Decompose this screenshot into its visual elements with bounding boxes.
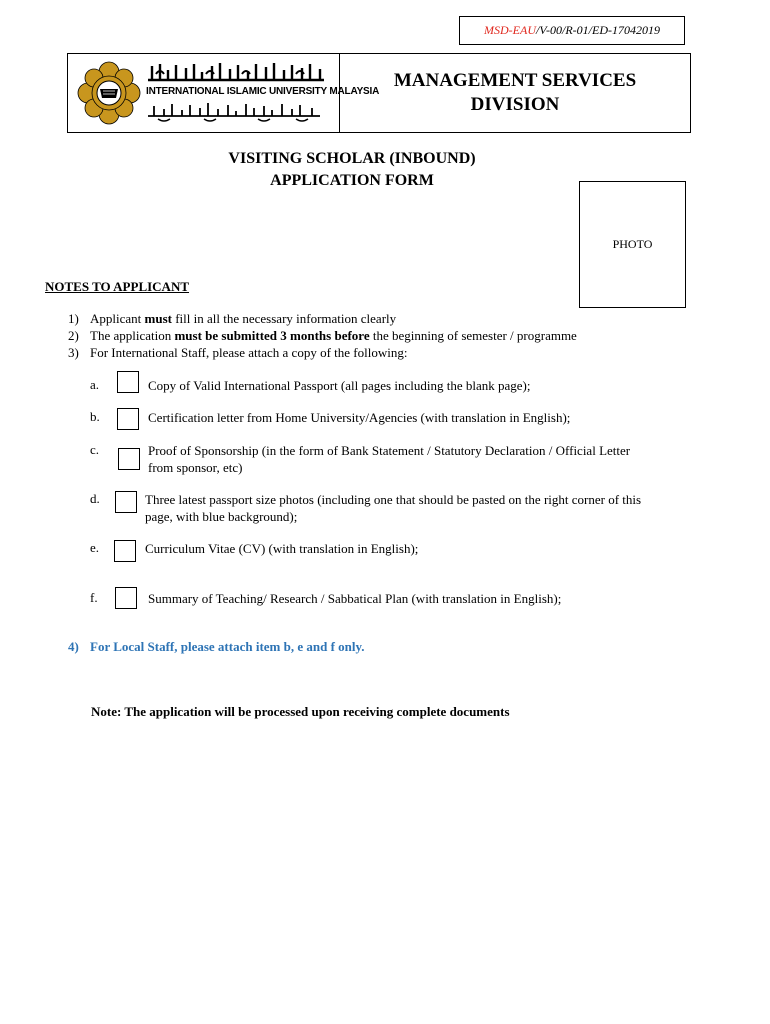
subitem-text-summary-plan: Summary of Teaching/ Research / Sabbatical Plan (with translation in English); bbox=[148, 591, 562, 606]
form-reference-code bbox=[459, 16, 685, 45]
subitem-letter-f: f. bbox=[90, 590, 98, 605]
notes-heading: NOTES TO APPLICANT bbox=[45, 279, 190, 294]
note-item-number: 1) bbox=[68, 311, 79, 326]
final-note: Note: The application will be processed upon receiving complete documents bbox=[91, 704, 510, 719]
subitem-text-passport-photos: Three latest passport size photos (including one that should be pasted on the right corner of this page, with blue background); bbox=[145, 492, 642, 524]
subitem-letter-d: d. bbox=[90, 491, 100, 506]
form-title-line2: APPLICATION FORM bbox=[270, 172, 434, 189]
subitem-letter-e: e. bbox=[90, 540, 100, 555]
subitem-letter-b: b. bbox=[90, 409, 100, 424]
note-item-3: 3) For International Staff, please attach a copy of the following: bbox=[68, 345, 408, 360]
subitem-text-cv: Curriculum Vitae (CV) (with translation in English); bbox=[145, 541, 419, 556]
logo-english-name: INTERNATIONAL ISLAMIC UNIVERSITY MALAYSIA bbox=[146, 86, 380, 97]
division-cell bbox=[340, 54, 690, 132]
subitem-text-passport: Copy of Valid International Passport (all pages including the blank page); bbox=[148, 378, 531, 393]
photo-box[interactable] bbox=[579, 181, 686, 308]
checkbox-passport[interactable] bbox=[117, 371, 139, 393]
checkbox-summary-plan[interactable] bbox=[115, 587, 137, 609]
header-table bbox=[67, 53, 691, 133]
photo-label: PHOTO bbox=[612, 237, 653, 251]
division-title-line1: MANAGEMENT SERVICES bbox=[393, 70, 637, 91]
logo-arabic-wordmark bbox=[146, 60, 326, 84]
division-title-line2: DIVISION bbox=[470, 94, 560, 115]
checkbox-certification-letter[interactable] bbox=[117, 408, 139, 430]
checkbox-cv[interactable] bbox=[114, 540, 136, 562]
note-item-number: 4) bbox=[68, 639, 79, 654]
note-item-4: 4) For Local Staff, please attach item b, e and f only. bbox=[68, 639, 365, 654]
subitem-text-certification-letter: Certification letter from Home University/Agencies (with translation in English); bbox=[148, 410, 571, 425]
note-item-2: 2) The application must be submitted 3 months before the beginning of semester / programme bbox=[68, 328, 577, 343]
note-item-number: 2) bbox=[68, 328, 79, 343]
checkbox-passport-photos[interactable] bbox=[115, 491, 137, 513]
subitem-text-sponsorship: Proof of Sponsorship (in the form of Bank Statement / Statutory Declaration / Official Letter from sponsor, etc) bbox=[148, 443, 631, 475]
checkbox-sponsorship[interactable] bbox=[118, 448, 140, 470]
subitem-letter-c: c. bbox=[90, 442, 100, 457]
note-item-1: 1) Applicant must fill in all the necessary information clearly bbox=[68, 311, 397, 326]
iium-emblem-icon bbox=[76, 60, 142, 126]
subitem-letter-a: a. bbox=[90, 377, 100, 392]
note-item-number: 3) bbox=[68, 345, 79, 360]
logo-cell bbox=[68, 54, 380, 132]
ref-suffix: /V-00/R-01/ED-17042019 bbox=[536, 23, 660, 37]
ref-prefix: MSD-EAU bbox=[484, 23, 536, 37]
logo-jawi-wordmark bbox=[146, 100, 322, 122]
form-title-line1: VISITING SCHOLAR (INBOUND) bbox=[228, 150, 476, 167]
